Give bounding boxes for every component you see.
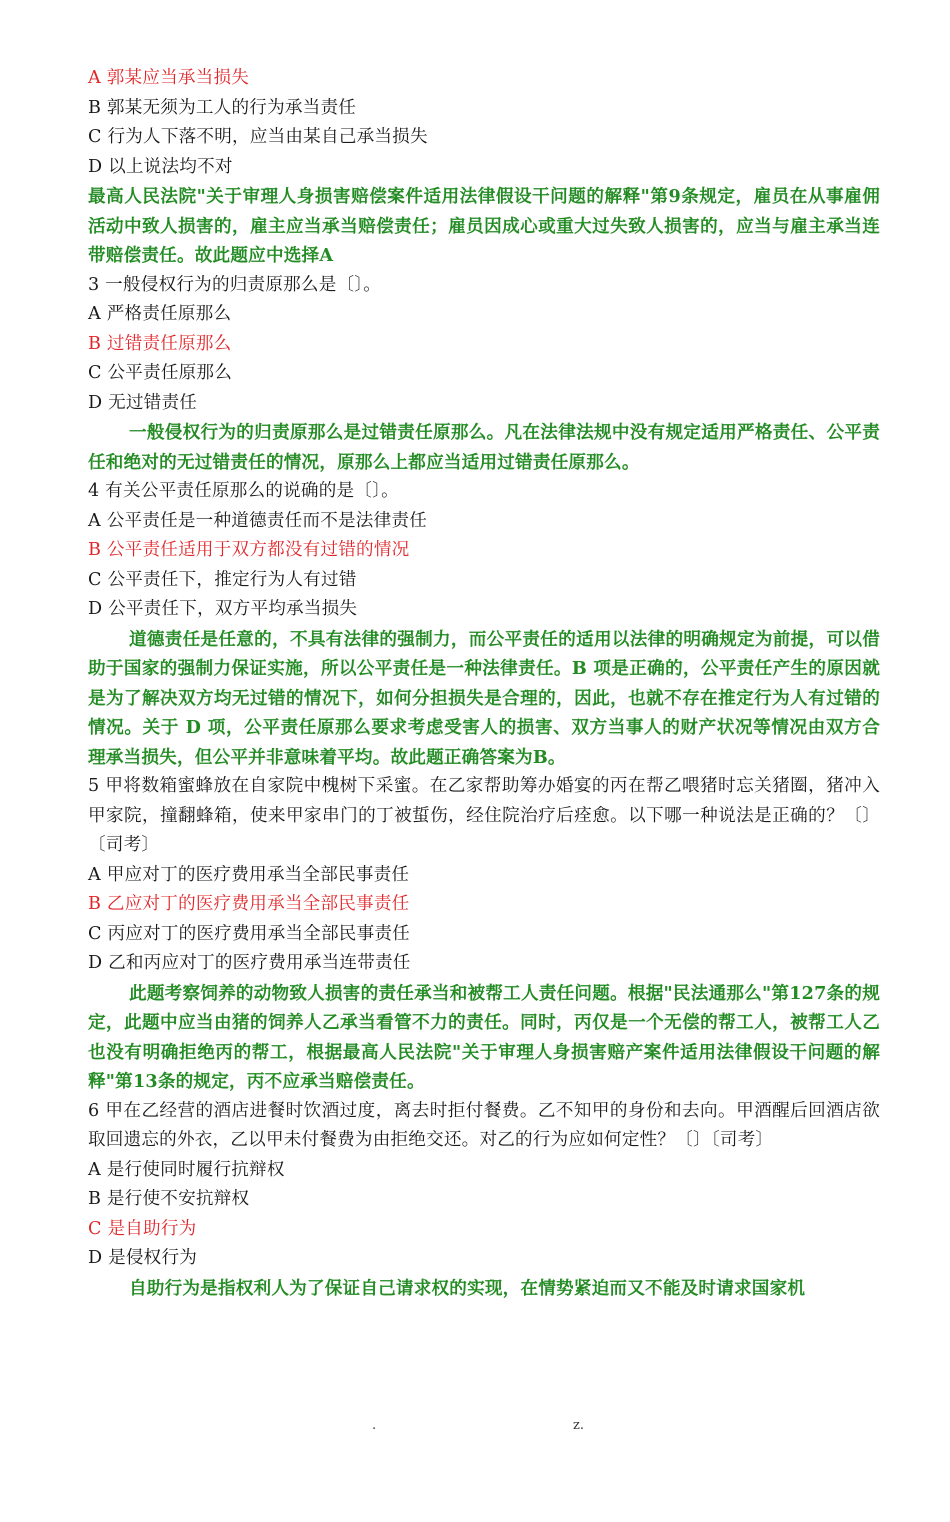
option-c: C 行为人下落不明，应当由某自己承当损失 bbox=[88, 127, 428, 147]
question-4-explanation: 道德责任是任意的，不具有法律的强制力，而公平责任的适用以法律的明确规定为前提，可以借助于国家的强制力保证实施，所以公平责任是一种法律责任。B 项是正确的，公平责任产生的原因就是为了解决双方均无过错的情况下，如何分担损失是合理的，因此，也就不存在推定行为人有过错的情况。关于 D 项，公平责任原那么要求考虑受害人的损害、双方当事人的财产状况等情况由双方合理承当损失，但公平并非意味着平均。故此题正确答案为B。 bbox=[88, 628, 880, 768]
option-a: A 郭某应当承当损失 bbox=[88, 68, 250, 88]
option-d: D 公平责任下，双方平均承当损失 bbox=[88, 599, 358, 619]
option-a: A 公平责任是一种道德责任而不是法律责任 bbox=[88, 510, 427, 531]
option-a: A 严格责任原那么 bbox=[88, 304, 232, 324]
question-6-options bbox=[88, 1156, 880, 1274]
option-d: D 以上说法均不对 bbox=[88, 156, 233, 177]
question-6-text: 6 甲在乙经营的酒店进餐时饮酒过度，离去时拒付餐费。乙不知甲的身份和去向。甲酒醒后回酒店欲取回遗忘的外衣，乙以甲未付餐费为由拒绝交还。对乙的行为应如何定性？〔〕〔司考〕 bbox=[88, 1100, 880, 1150]
footer-left-mark: . bbox=[372, 1418, 377, 1433]
option-d: D 无过错责任 bbox=[88, 392, 198, 413]
question-6-explanation: 自助行为是指权利人为了保证自己请求权的实现，在情势紧迫而又不能及时请求国家机 bbox=[129, 1277, 806, 1299]
option-d: D 是侵权行为 bbox=[88, 1248, 198, 1268]
question-2-explanation: 最高人民法院"关于审理人身损害赔偿案件适用法律假设干问题的解释"第9条规定，雇员在从事雇佣活动中致人损害的，雇主应当承当赔偿责任；雇员因成心或重大过失致人损害的，应当与雇主承当连带赔偿责任。故此题应中选择A bbox=[88, 186, 880, 266]
footer-right-mark: z. bbox=[573, 1418, 584, 1433]
option-c: C 公平责任原那么 bbox=[88, 363, 233, 383]
question-4-text: 4 有关公平责任原那么的说确的是〔〕。 bbox=[88, 481, 399, 501]
question-5-text: 5 甲将数箱蜜蜂放在自家院中槐树下采蜜。在乙家帮助筹办婚宴的丙在帮乙喂猪时忘关猪圈，猪冲入甲家院，撞翻蜂箱，使来甲家串门的丁被蜇伤，经住院治疗后痊愈。以下哪一种说法是正确的？〔〕〔司考〕 bbox=[88, 776, 880, 855]
option-b: B 郭某无须为工人的行为承当责任 bbox=[88, 97, 357, 118]
option-d: D 乙和丙应对丁的医疗费用承当连带责任 bbox=[88, 953, 411, 973]
option-b: B 公平责任适用于双方都没有过错的情况 bbox=[88, 540, 410, 560]
document-content bbox=[88, 64, 880, 1303]
option-b: B 过错责任原那么 bbox=[88, 333, 232, 354]
option-b: B 是行使不安抗辩权 bbox=[88, 1189, 250, 1209]
option-c: C 公平责任下，推定行为人有过错 bbox=[88, 569, 357, 590]
option-b: B 乙应对丁的医疗费用承当全部民事责任 bbox=[88, 894, 410, 914]
question-3-options bbox=[88, 300, 880, 418]
question-2-options bbox=[88, 64, 880, 182]
option-c: C 是自助行为 bbox=[88, 1218, 197, 1239]
option-a: A 甲应对丁的医疗费用承当全部民事责任 bbox=[88, 864, 410, 885]
question-3-explanation: 一般侵权行为的归责原那么是过错责任原那么。凡在法律法规中没有规定适用严格责任、公平责任和绝对的无过错责任的情况，原那么上都应当适用过错责任原那么。 bbox=[88, 422, 880, 473]
option-c: C 丙应对丁的医疗费用承当全部民事责任 bbox=[88, 923, 410, 944]
question-5-explanation: 此题考察饲养的动物致人损害的责任承当和被帮工人责任问题。根据"民法通那么"第127条的规定，此题中应当由猪的饲养人乙承当看管不力的责任。同时，丙仅是一个无偿的帮工人，被帮工人乙也没有明确拒绝丙的帮工，根据最高人民法院"关于审理人身损害赔产案件适用法律假设干问题的解释"第13条的规定，丙不应承当赔偿责任。 bbox=[88, 982, 880, 1092]
option-a: A 是行使同时履行抗辩权 bbox=[88, 1159, 285, 1180]
question-4-options bbox=[88, 507, 880, 625]
question-5-options bbox=[88, 861, 880, 979]
question-3-text: 3 一般侵权行为的归责原那么是〔〕。 bbox=[88, 274, 382, 295]
